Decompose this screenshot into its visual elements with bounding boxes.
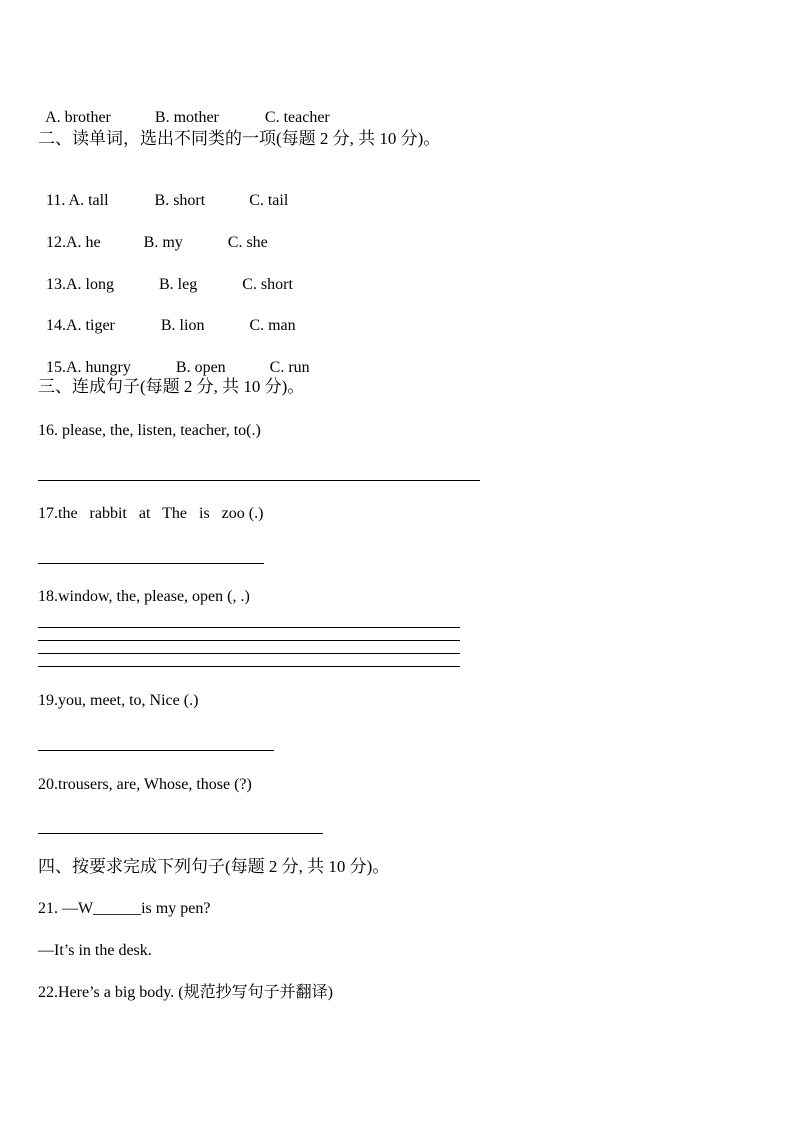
q11-row (38, 171, 288, 211)
q15-option-a: 15.A. hungry (46, 359, 131, 376)
q13-option-b: B. leg (159, 276, 198, 293)
q10-option-c: C. teacher (264, 109, 330, 126)
q10-option-a: A. brother (45, 109, 111, 126)
q20-text: 20.trousers, are, Whose, those (?) (38, 776, 252, 793)
q12-option-a: 12.A. he (46, 234, 101, 251)
q19-text: 19.you, meet, to, Nice (.) (38, 692, 199, 709)
q18-answer-line-2[interactable] (38, 640, 460, 641)
section-4-heading: 四、按要求完成下列句子(每题 2 分, 共 10 分)。 (38, 857, 390, 876)
q19-answer-line[interactable] (38, 750, 274, 751)
q18-answer-line-3[interactable] (38, 653, 460, 654)
q10-options (38, 88, 330, 128)
q18-answer-line-1[interactable] (38, 627, 460, 628)
q22-text: 22.Here’s a big body. (规范抄写句子并翻译) (38, 984, 333, 1001)
q20-answer-line[interactable] (38, 833, 323, 834)
q13-option-a: 13.A. long (46, 276, 114, 293)
q13-row (38, 255, 293, 295)
q15-option-c: C. run (269, 359, 310, 376)
q11-option-c: C. tail (249, 192, 289, 209)
q14-option-c: C. man (249, 317, 296, 334)
q16-text: 16. please, the, listen, teacher, to(.) (38, 422, 261, 439)
q12-row (38, 213, 268, 253)
q11-option-b: B. short (154, 192, 206, 209)
q14-option-a: 14.A. tiger (46, 317, 115, 334)
q17-text: 17.the rabbit at The is zoo (.) (38, 505, 264, 522)
q18-text: 18.window, the, please, open (, .) (38, 588, 250, 605)
q13-option-c: C. short (242, 276, 293, 293)
q15-row (38, 338, 310, 378)
q18-answer-line-4[interactable] (38, 666, 460, 667)
q14-option-b: B. lion (160, 317, 205, 334)
q12-option-c: C. she (227, 234, 268, 251)
q17-answer-line[interactable] (38, 563, 264, 564)
section-3-heading: 三、连成句子(每题 2 分, 共 10 分)。 (38, 377, 305, 396)
section-2-heading: 二、读单词，选出不同类的一项(每题 2 分, 共 10 分)。 (38, 129, 441, 148)
q12-option-b: B. my (143, 234, 183, 251)
q11-option-a: 11. A. tall (46, 192, 109, 209)
q15-option-b: B. open (175, 359, 226, 376)
q16-answer-line[interactable] (38, 480, 480, 481)
q21-question: 21. —W______is my pen? (38, 900, 211, 917)
q10-option-b: B. mother (154, 109, 219, 126)
q14-row (38, 296, 296, 336)
q21-answer: —It’s in the desk. (38, 942, 152, 959)
